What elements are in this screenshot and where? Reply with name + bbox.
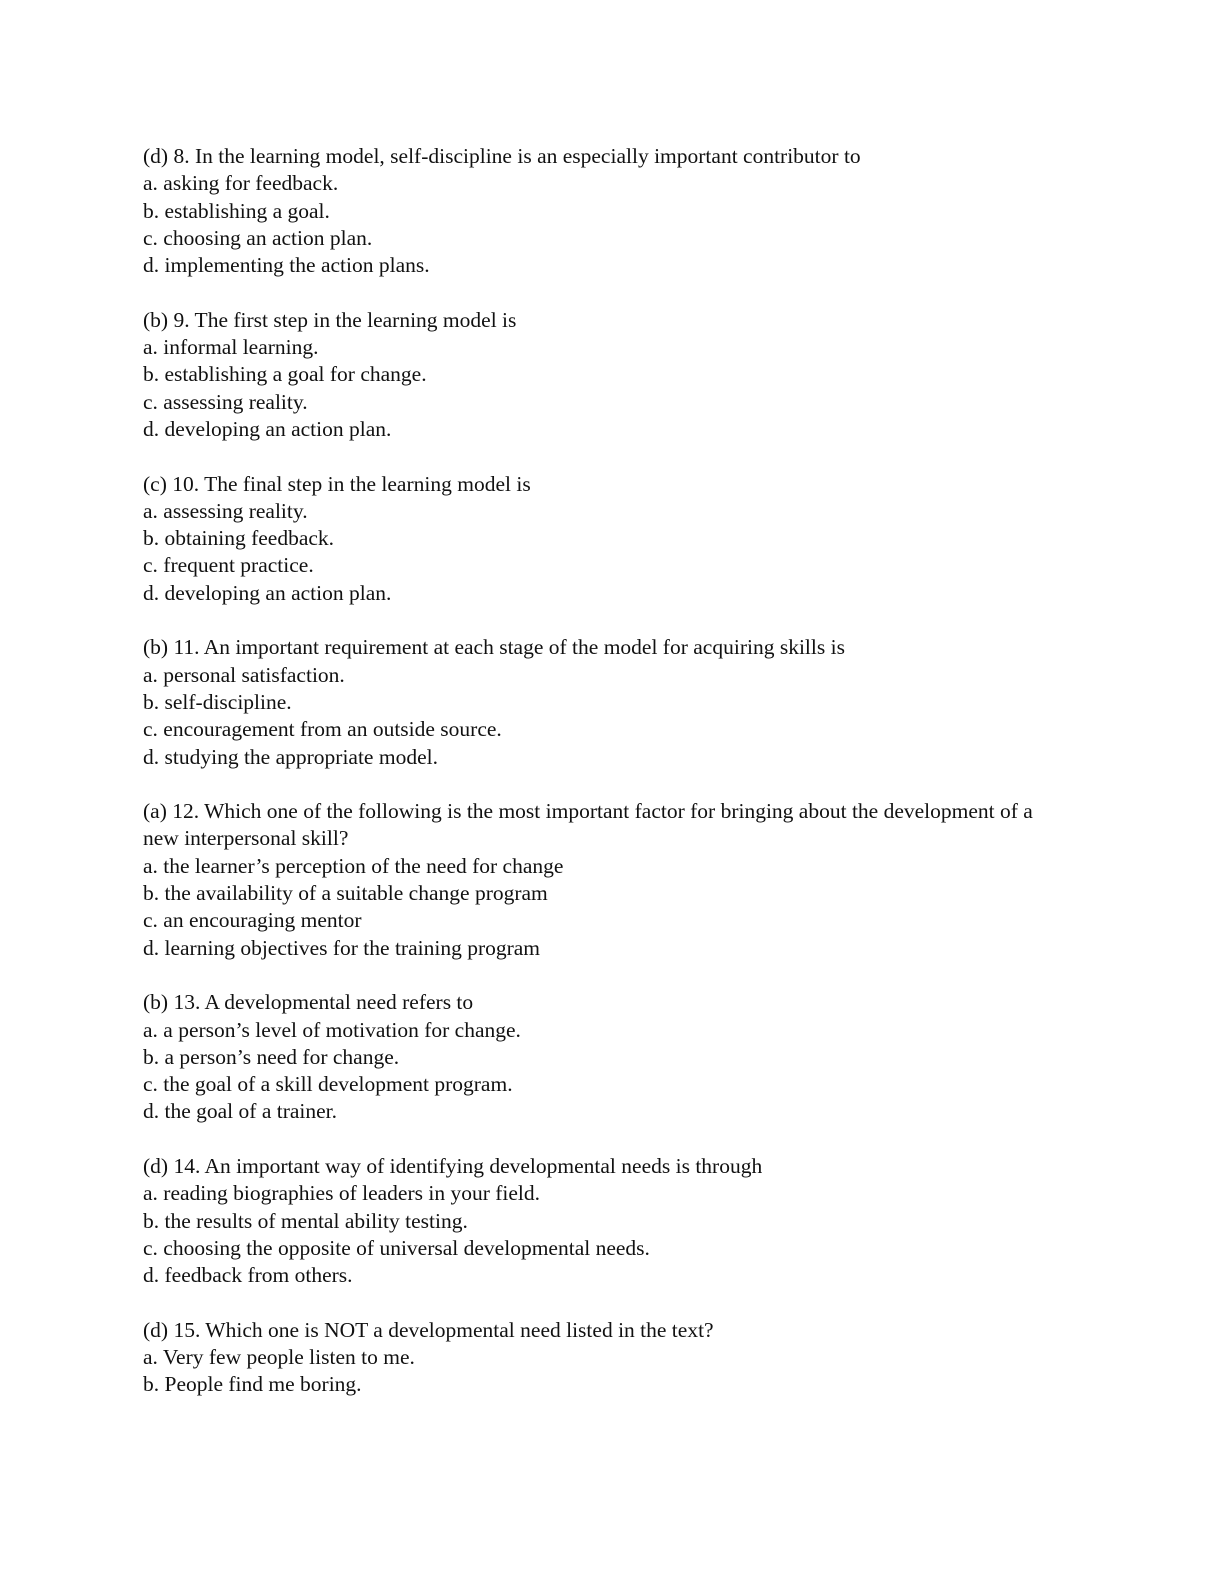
answer-option-a: a. a person’s level of motivation for change.: [143, 1017, 521, 1042]
question-stem: (d) 8. In the learning model, self-discipline is an especially important contributor to: [143, 144, 861, 168]
answer-option-a: a. informal learning.: [143, 335, 319, 360]
answer-option-d: d. developing an action plan.: [143, 416, 392, 441]
answer-option-b: b. establishing a goal.: [143, 198, 330, 223]
question-12: [143, 798, 1043, 962]
answer-option-c: c. the goal of a skill development program.: [143, 1072, 513, 1097]
question-14: [143, 1153, 1043, 1289]
question-11: [143, 634, 1043, 770]
question-10: [143, 471, 1043, 607]
answer-option-a: a. Very few people listen to me.: [143, 1345, 415, 1370]
question-stem: (b) 11. An important requirement at each stage of the model for acquiring skills is: [143, 635, 845, 660]
answer-option-a: a. assessing reality.: [143, 498, 308, 523]
question-9: [143, 307, 1043, 443]
answer-option-b: b. People find me boring.: [143, 1372, 362, 1397]
answer-option-b: b. establishing a goal for change.: [143, 362, 427, 387]
answer-option-c: c. choosing the opposite of universal developmental needs.: [143, 1235, 650, 1260]
answer-option-b: b. the availability of a suitable change program: [143, 881, 548, 906]
answer-option-d: d. learning objectives for the training program: [143, 935, 541, 960]
question-13: [143, 989, 1043, 1125]
answer-option-c: c. choosing an action plan.: [143, 225, 373, 250]
question-stem: (a) 12. Which one of the following is the most important factor for bringing about the development of a new interpersonal skill?: [143, 799, 1033, 851]
answer-option-c: c. assessing reality.: [143, 389, 308, 414]
answer-option-c: c. an encouraging mentor: [143, 908, 362, 933]
answer-option-c: c. frequent practice.: [143, 553, 314, 578]
question-stem: (c) 10. The final step in the learning model is: [143, 471, 531, 496]
question-list: [143, 143, 1043, 1426]
answer-option-b: b. a person’s need for change.: [143, 1044, 400, 1069]
question-stem: (b) 13. A developmental need refers to: [143, 990, 474, 1015]
answer-option-d: d. studying the appropriate model.: [143, 744, 438, 769]
answer-option-b: b. obtaining feedback.: [143, 526, 335, 551]
answer-option-b: b. the results of mental ability testing.: [143, 1208, 468, 1233]
question-stem: (b) 9. The first step in the learning model is: [143, 307, 517, 332]
answer-option-d: d. developing an action plan.: [143, 580, 392, 605]
answer-option-d: d. implementing the action plans.: [143, 253, 430, 278]
question-stem: (d) 15. Which one is NOT a developmental need listed in the text?: [143, 1317, 714, 1342]
question-stem: (d) 14. An important way of identifying developmental needs is through: [143, 1153, 763, 1178]
answer-option-a: a. asking for feedback.: [143, 171, 339, 196]
question-8: [143, 143, 1043, 279]
answer-option-c: c. encouragement from an outside source.: [143, 717, 502, 742]
answer-option-a: a. the learner’s perception of the need for change: [143, 853, 564, 878]
answer-option-a: a. personal satisfaction.: [143, 662, 345, 687]
answer-option-b: b. self-discipline.: [143, 689, 292, 714]
question-15: [143, 1317, 1043, 1399]
answer-option-d: d. feedback from others.: [143, 1263, 353, 1288]
answer-option-d: d. the goal of a trainer.: [143, 1099, 338, 1124]
answer-option-a: a. reading biographies of leaders in your field.: [143, 1181, 541, 1206]
